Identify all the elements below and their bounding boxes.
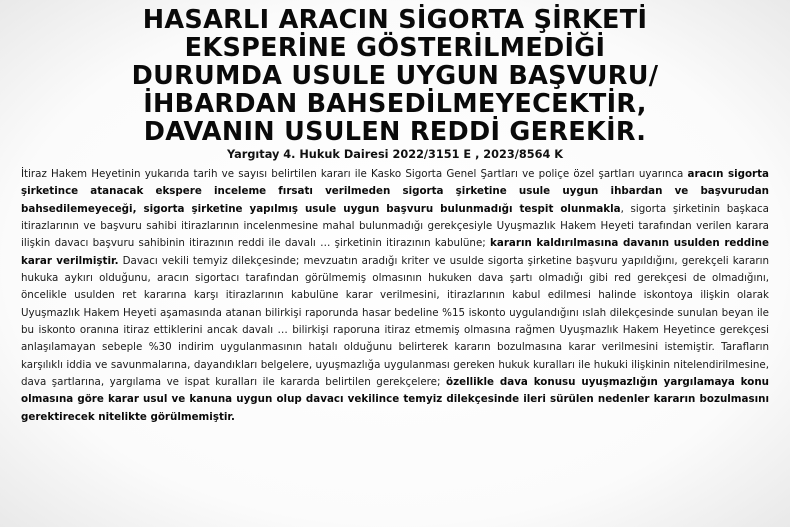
body-text-part-2: , sigorta şirketinin başkaca itirazlarının ve başvuru sahibi itirazlarının incelenmesine mahal bulunmadığı gerekçesiyle Uyuşmazlık Hakem Heyeti tarafından verilen karara ilişkin davacı başvuru sahibinin itirazının reddi ile davalı … şirketinin itirazının kabulüne; [21, 202, 769, 250]
headline-line-3: DURUMDA USULE UYGUN BAŞVURU/ [131, 61, 659, 91]
court-citation: Yargıtay 4. Hukuk Dairesi 2022/3151 E , 2023/8564 K [227, 148, 563, 161]
headline-line-1: HASARLI ARACIN SİGORTA ŞİRKETİ [142, 5, 648, 35]
body-bold-part-1: aracın sigorta şirketince atanacak ekspere inceleme fırsatı verilmeden sigorta şirketine usule uygun ihbardan ve başvurudan bahsedilemeyeceği, sigorta şirketine yapılmış usule uygun başvuru bulunmadığı tespit olunmakla [21, 168, 770, 215]
body-text-part-1: İtiraz Hakem Heyetinin yukarıda tarih ve sayısı belirtilen kararı ile Kasko Sigorta Genel Şartları ve poliçe özel şartları uyarınca [21, 168, 688, 180]
decision-body-text [21, 166, 769, 426]
headline [20, 6, 770, 146]
headline-line-4: İHBARDAN BAHSEDİLMEYECEKTİR, [143, 89, 647, 119]
body-text-part-3: Davacı vekili temyiz dilekçesinde; mevzuatın aradığı kriter ve usulde sigorta şirketine başvuru yapıldığını, gerekçeli kararın hukuka aykırı olduğunu, aracın sigortacı tarafından görülmemiş olmasının hukuken dava şartı olmadığı gibi red gerekçesi de olmadığını, öncelikle usulden ret kararına karşı itirazlarının kabulüne karar verilmesini, itirazlarının kabul edilmesi halinde iskontoya ilişkin olarak Uyuşmazlık Hakem Heyeti aşamasında atanan bilirkişi raporunda hasar bedeline %15 iskonto uygulandığını ıslah dilekçesinde sunulan beyan ile bu iskonto oranına itiraz ettiklerini ancak davalı … bilirkişi raporuna itiraz etmemiş olmasına rağmen Uyuşmazlık Hakem Heyetince gerekçesi anlaşılamayan sebeple %30 indirim uygulanmasının hatalı olduğunu belirterek kararın bozulmasına karar verilmesini istemiştir. Tarafların karşılıklı iddia ve savunmalarına, dayandıkları belgelere, uyuşmazlığa uygulanması gereken hukuk kuralları ile hukuki ilişkinin nitelendirilmesine, dava şartlarına, yargılama ve ispat kuralları ile kararda belirtilen gerekçelere; [21, 254, 769, 389]
headline-line-5: DAVANIN USULEN REDDİ GEREKİR. [143, 117, 647, 147]
body-bold-part-3: özellikle dava konusu uyuşmazlığın yargılamaya konu olmasına göre karar usul ve kanuna uygun olup davacı vekilince temyiz dilekçesinde ileri sürülen nedenler kararın bozulmasını gerektirecek nitelikte görülmemiştir. [21, 376, 769, 423]
body-bold-part-2: kararın kaldırılmasına davanın usulden reddine karar verilmiştir. [21, 237, 769, 267]
headline-line-2: EKSPERİNE GÖSTERİLMEDİĞİ [184, 33, 606, 63]
